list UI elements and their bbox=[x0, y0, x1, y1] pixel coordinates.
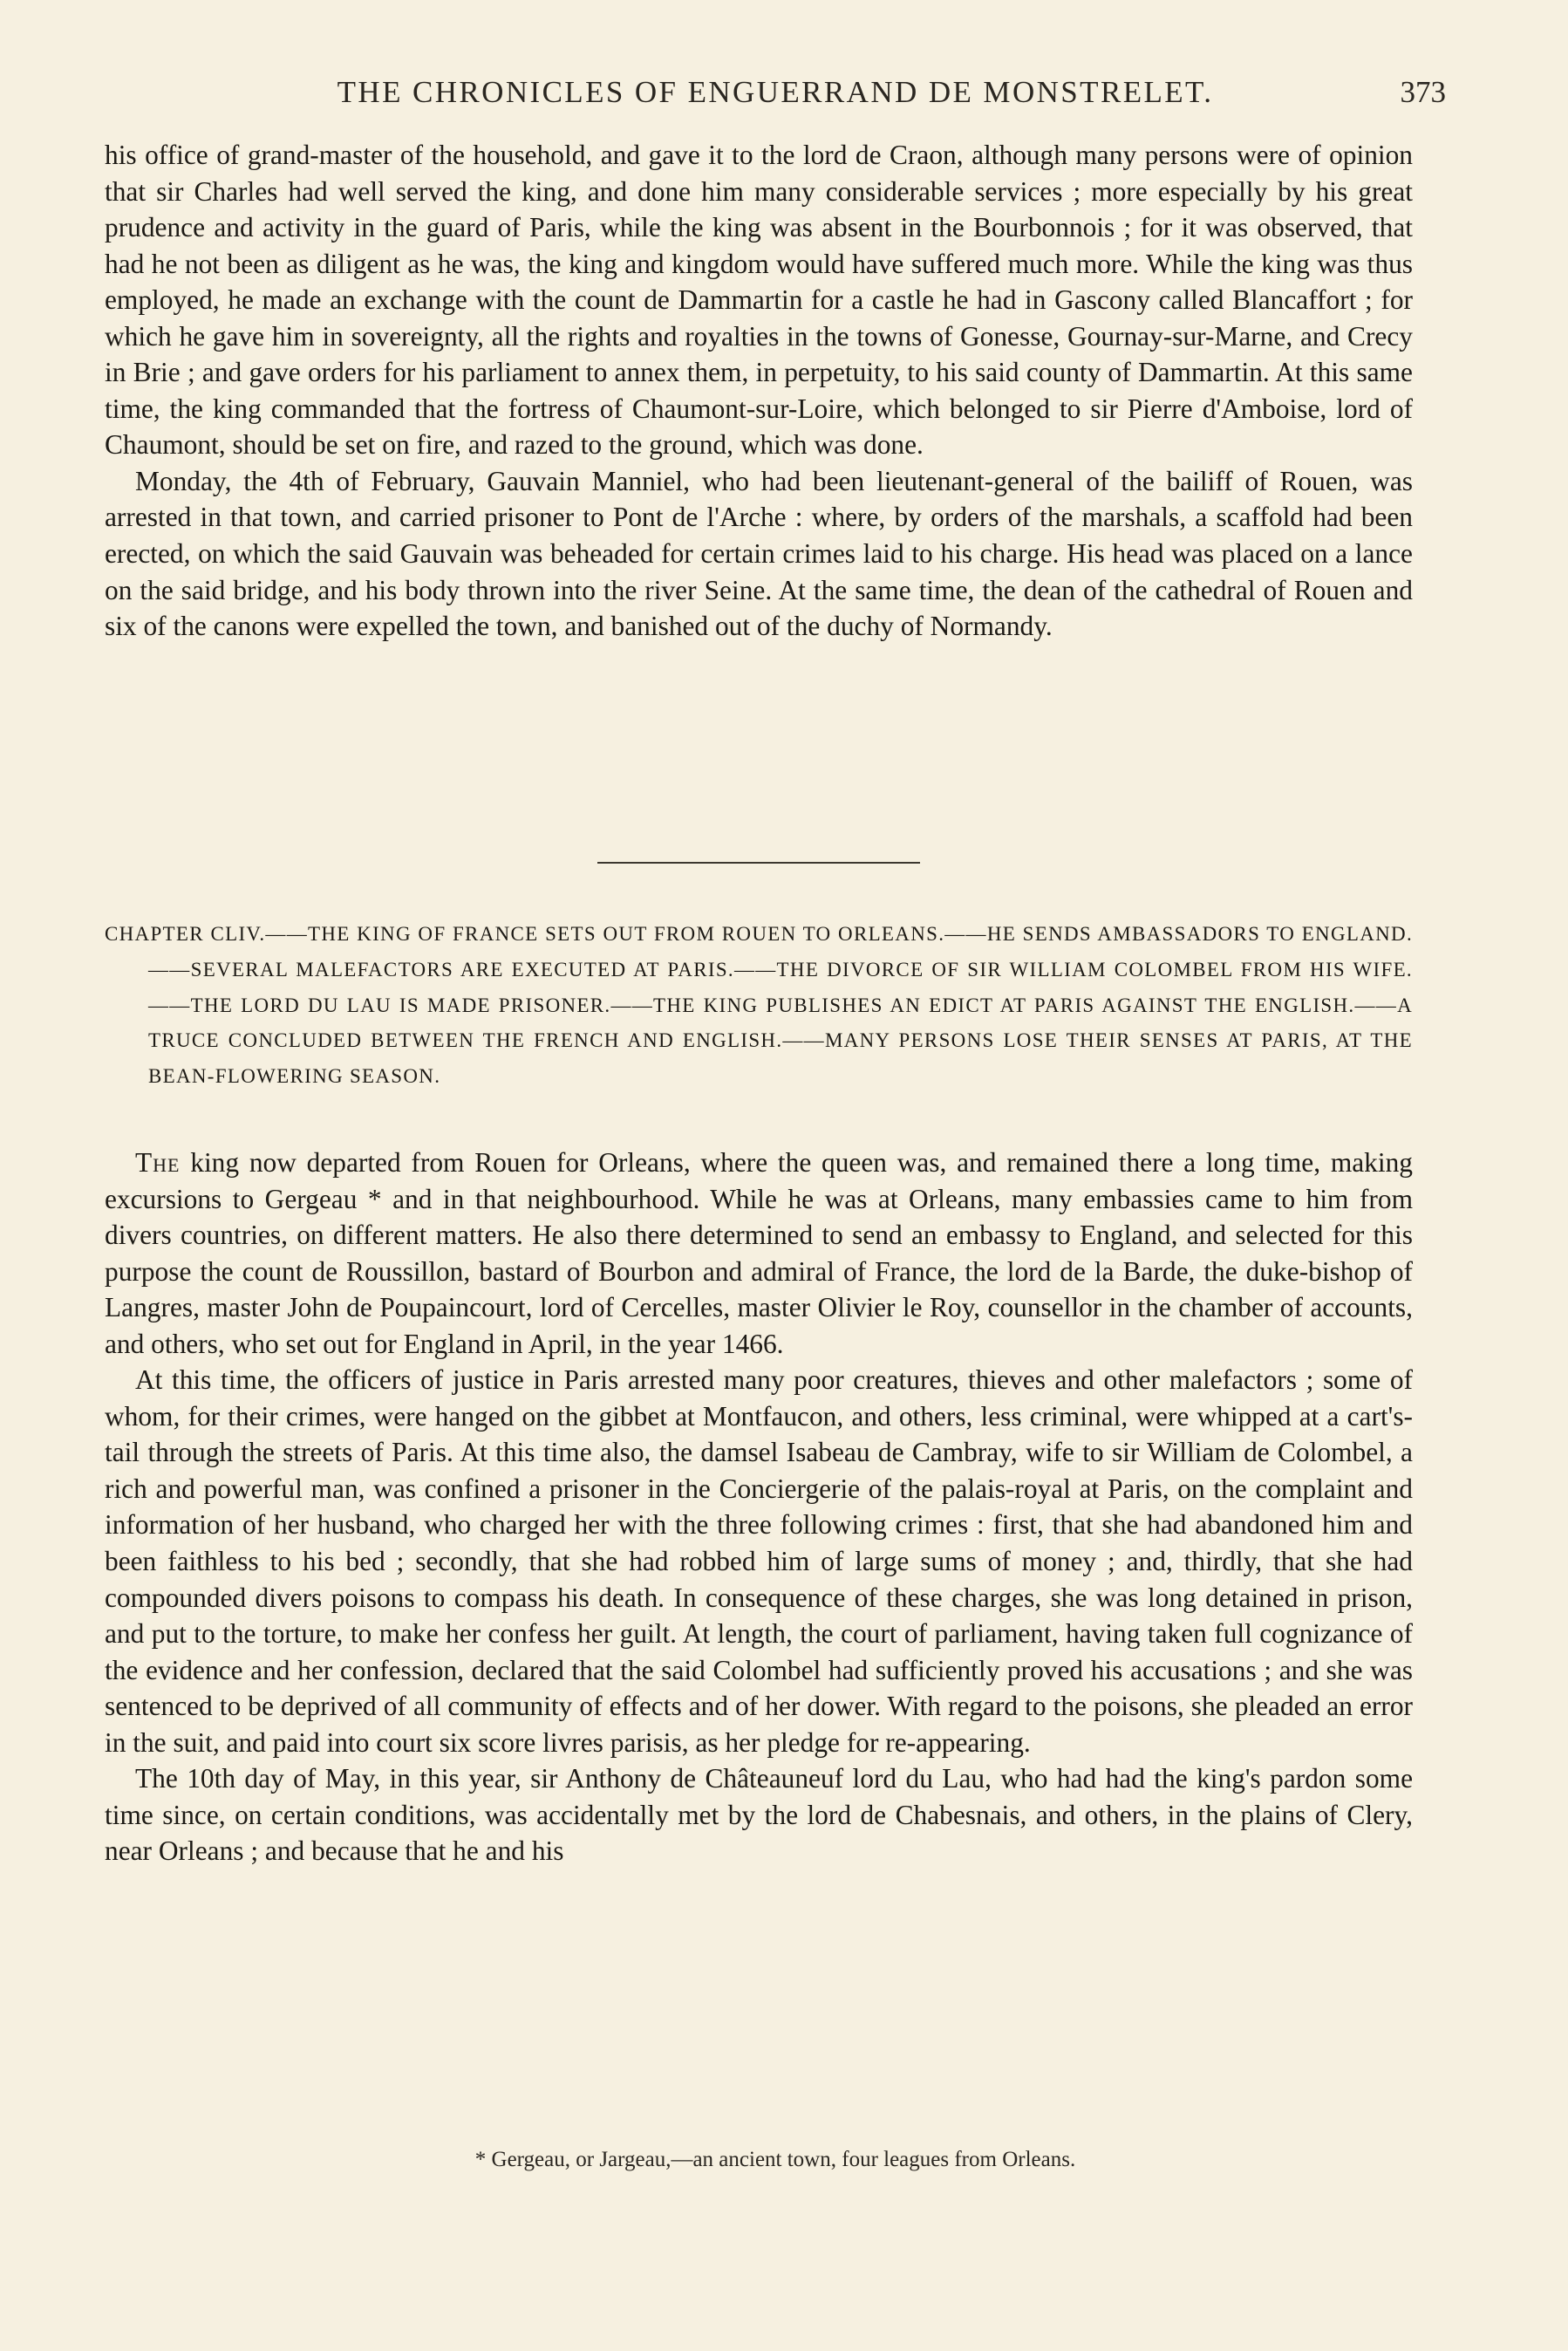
paragraph-king-departs bbox=[105, 1145, 1413, 1362]
paragraph-malefactors: At this time, the officers of justice in Paris arrested many poor creatures, thieves and other malefactors ; some of whom, for their crimes, were hanged on the gibbet at Montfaucon, and others, less criminal, were whipped at a cart's-tail through the streets of Paris. At this time also, the damsel Isabeau de Cambray, wife to sir William de Colombel, a rich and powerful man, was confined a prisoner in the Conciergerie of the palais-royal at Paris, on the complaint and information of her husband, who charged her with the three following crimes : first, that she had abandoned him and been faithless to his bed ; secondly, that she had robbed him of large sums of money ; and, thirdly, that she had compounded divers poisons to compass his death. In consequence of these charges, she was long detained in prison, and put to the torture, to make her confess her guilt. At length, the court of parliament, having taken full cognizance of the evidence and her confession, declared that the said Colombel had sufficiently proved his accusations ; and she was sentenced to be deprived of all community of effects and of her dower. With regard to the poisons, she pleaded an error in the suit, and paid into court six score livres parisis, as her pledge for re-appearing. bbox=[105, 1364, 1413, 1758]
lead-word: The bbox=[135, 1147, 181, 1178]
running-header bbox=[105, 75, 1446, 119]
section-divider bbox=[597, 862, 920, 864]
chapter-heading: CHAPTER CLIV.——THE KING OF FRANCE SETS OUT FROM ROUEN TO ORLEANS.——HE SENDS AMBASSADORS TO ENGLAND.——SEVERAL MALEFACTORS ARE EXECUTED AT PARIS.——THE DIVORCE OF SIR WILLIAM COLOMBEL FROM HIS WIFE.——THE LORD DU LAU IS MADE PRISONER.——THE KING PUBLISHES AN EDICT AT PARIS AGAINST THE ENGLISH.——A TRUCE CONCLUDED BETWEEN THE FRENCH AND ENGLISH.——MANY PERSONS LOSE THEIR SENSES AT PARIS, AT THE BEAN-FLOWERING SEASON. bbox=[105, 923, 1413, 1088]
paragraph-gauvain-manniel: Monday, the 4th of February, Gauvain Manniel, who had been lieutenant-general of the bailiff of Rouen, was arrested in that town, and carried prisoner to Pont de l'Arche : where, by orders of the marshals, a scaffold had been erected, on which the said Gauvain was beheaded for certain crimes laid to his charge. His head was placed on a lance on the said bridge, and his body thrown into the river Seine. At the same time, the dean of the cathedral of Rouen and six of the canons were expelled the town, and banished out of the duchy of Normandy. bbox=[105, 465, 1413, 642]
running-title: THE CHRONICLES OF ENGUERRAND DE MONSTRELET. bbox=[337, 75, 1214, 109]
text-block-top bbox=[105, 137, 1413, 645]
paragraph-lord-du-lau: The 10th day of May, in this year, sir Anthony de Châteauneuf lord du Lau, who had had the king's pardon some time since, on certain conditions, was accidentally met by the lord de Chabesnais, and others, in the plains of Clery, near Orleans ; and because that he and his bbox=[105, 1763, 1413, 1867]
text-block-chapter bbox=[105, 1145, 1413, 1869]
paragraph-continued: his office of grand-master of the household, and gave it to the lord de Craon, although many persons were of opinion that sir Charles had well served the king, and done him many considerable services ; more especially by his great prudence and activity in the guard of Paris, while the king was absent in the Bourbonnois ; for it was observed, that had he not been as diligent as he was, the king and kingdom would have suffered much more. While the king was thus employed, he made an exchange with the count de Dammartin for a castle he had in Gascony called Blancaffort ; for which he gave him in sovereignty, all the rights and royalties in the towns of Gonesse, Gournay-sur-Marne, and Crecy in Brie ; and gave orders for his parliament to annex them, in perpetuity, to his said county of Dammartin. At this same time, the king commanded that the fortress of Chaumont-sur-Loire, which belonged to sir Pierre d'Amboise, lord of Chaumont, should be set on fire, and razed to the ground, which was done. bbox=[105, 140, 1413, 461]
page-number: 373 bbox=[1400, 75, 1446, 109]
paragraph-king-departs-text: king now departed from Rouen for Orleans, where the queen was, and remained there a long time, making excursions to Gergeau * and in that neighbourhood. While he was at Orleans, many embassies came to him from divers countries, on different matters. He also there determined to send an embassy to England, and selected for this purpose the count de Roussillon, bastard of Bourbon and admiral of France, the lord de la Barde, the duke-bishop of Langres, master John de Poupaincourt, lord of Cercelles, master Olivier le Roy, counsellor in the chamber of accounts, and others, who set out for England in April, in the year 1466. bbox=[105, 1147, 1413, 1359]
footnote: * Gergeau, or Jargeau,—an ancient town, four leagues from Orleans. bbox=[474, 2148, 1076, 2171]
